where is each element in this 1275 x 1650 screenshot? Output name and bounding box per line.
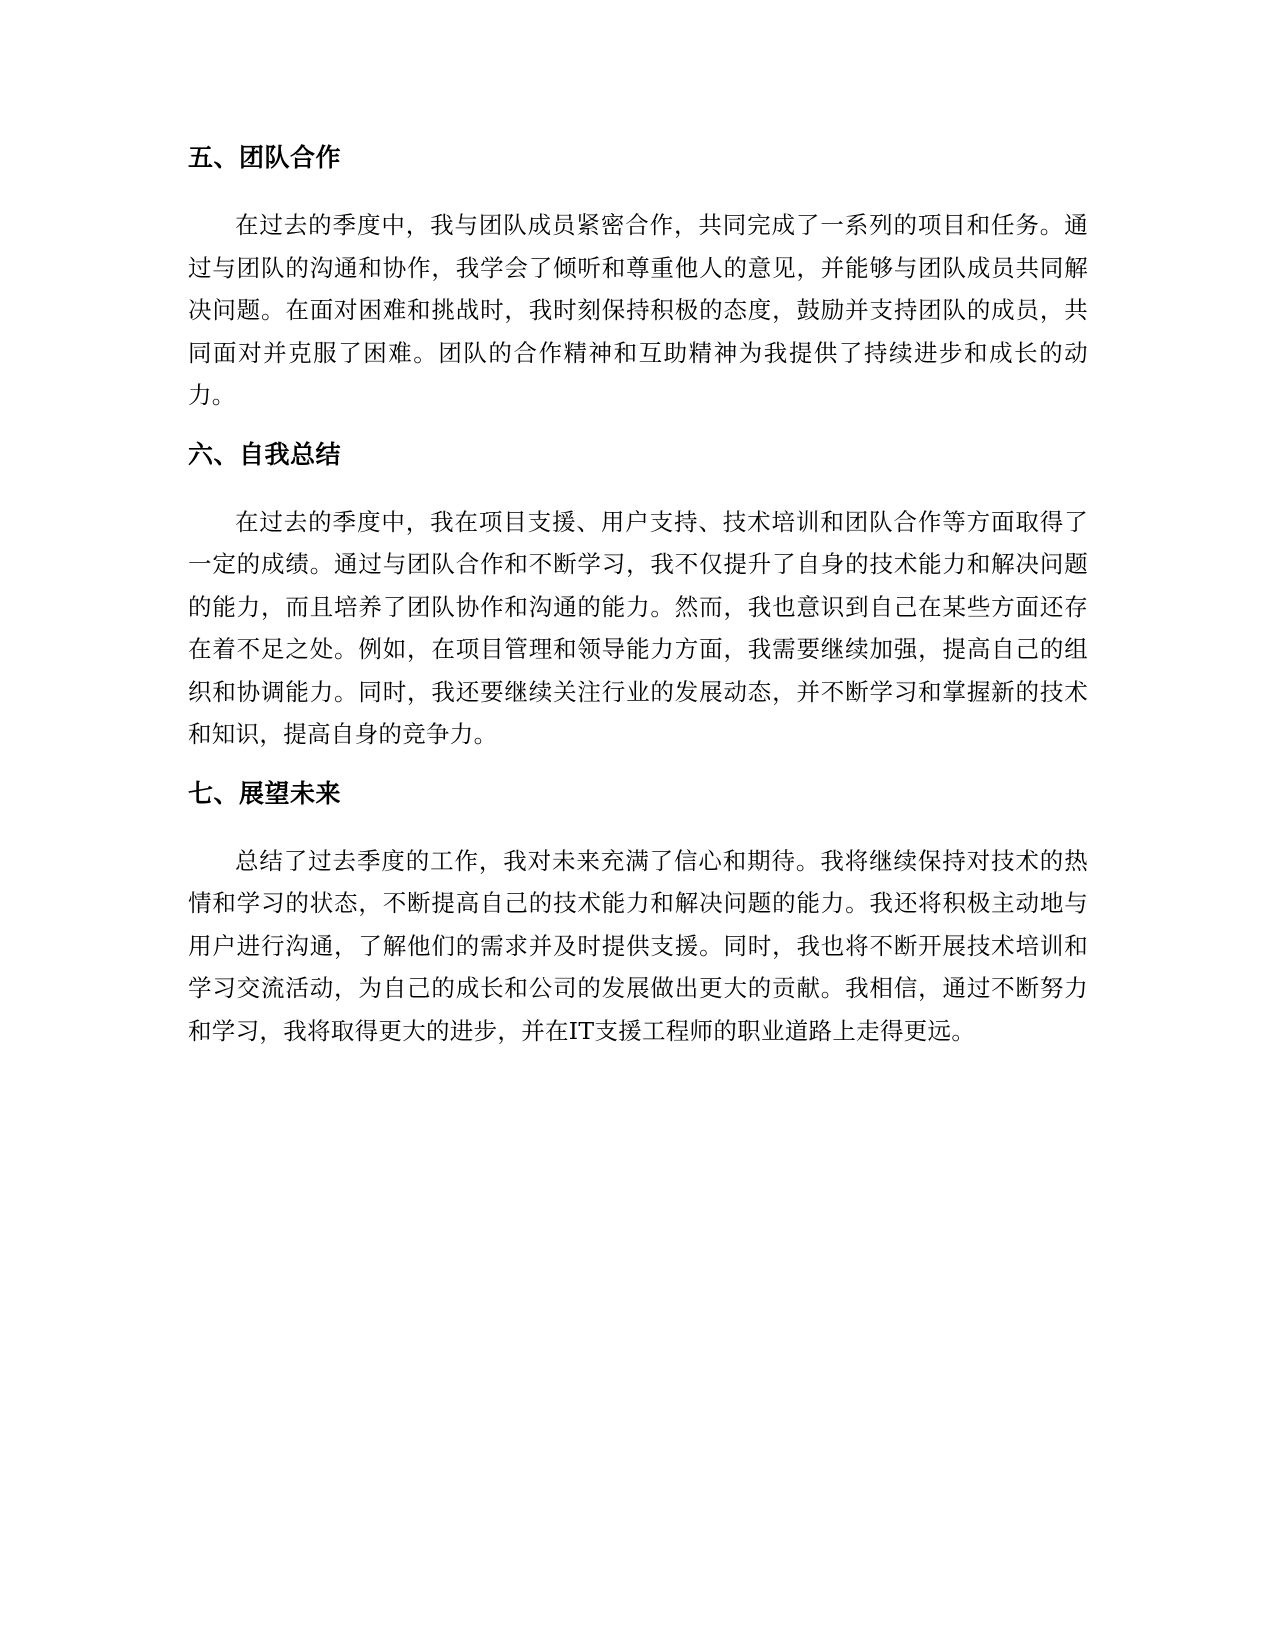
- section-heading: 五、团队合作: [188, 143, 342, 172]
- section-self-summary: [188, 435, 1088, 756]
- section-heading: 六、自我总结: [188, 439, 342, 469]
- section-paragraph: 总结了过去季度的工作，我对未来充满了信心和期待。我将继续保持对技术的热情和学习的状态，不断提高自己的技术能力和解决问题的能力。我还将积极主动地与用户进行沟通，了解他们的需求并及时提供支援。同时，我也将不断开展技术培训和学习交流活动，为自己的成长和公司的发展做出更大的贡献。我相信，通过不断努力和学习，我将取得更大的进步，并在IT支援工程师的职业道路上走得更远。: [188, 846, 1088, 1045]
- document-body: [188, 138, 1088, 1070]
- section-future-outlook: [188, 774, 1088, 1053]
- section-heading: 七、展望未来: [188, 778, 342, 808]
- section-team-cooperation: [188, 138, 1088, 417]
- section-paragraph: 在过去的季度中，我与团队成员紧密合作，共同完成了一系列的项目和任务。通过与团队的沟通和协作，我学会了倾听和尊重他人的意见，并能够与团队成员共同解决问题。在面对困难和挑战时，我时刻保持积极的态度，鼓励并支持团队的成员，共同面对并克服了困难。团队的合作精神和互助精神为我提供了持续进步和成长的动力。: [188, 211, 1088, 409]
- section-paragraph: 在过去的季度中，我在项目支援、用户支持、技术培训和团队合作等方面取得了一定的成绩。通过与团队合作和不断学习，我不仅提升了自身的技术能力和解决问题的能力，而且培养了团队协作和沟通的能力。然而，我也意识到自己在某些方面还存在着不足之处。例如，在项目管理和领导能力方面，我需要继续加强，提高自己的组织和协调能力。同时，我还要继续关注行业的发展动态，并不断学习和掌握新的技术和知识，提高自身的竞争力。: [188, 507, 1088, 748]
